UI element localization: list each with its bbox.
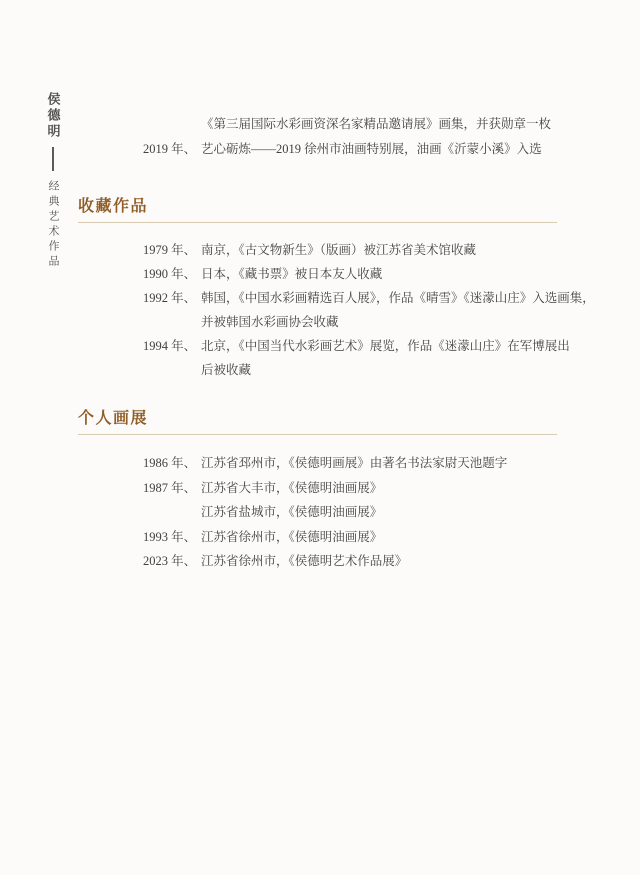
entry-row [143, 476, 640, 501]
entry-line: 韩国，《中国水彩画精选百人展》，作品《晴雪》《迷濛山庄》入选画集， [201, 291, 595, 305]
sidebar-vertical-title [44, 92, 62, 270]
entry-year: 1994 年、 [143, 339, 197, 353]
intro-entry-row [143, 137, 640, 162]
entry-text [201, 286, 640, 334]
solo-exhibitions-entry-list [143, 451, 640, 574]
entry-year: 1993 年、 [143, 529, 197, 544]
intro-entry-text: 艺心砺炼——2019 徐州市油画特别展，油画《沂蒙小溪》入选 [201, 142, 542, 156]
entry-row [143, 286, 640, 334]
entry-text [201, 334, 640, 382]
entry-text [201, 525, 640, 550]
section-solo-title: 个人画展 [78, 410, 149, 427]
entry-continuation-line: 后被收藏 [201, 363, 252, 377]
entry-text [201, 238, 640, 262]
section-solo-rule [78, 434, 557, 435]
entry-line: 日本，《藏书票》被日本友人收藏 [201, 267, 383, 281]
entry-row [143, 549, 640, 574]
entry-text [201, 262, 640, 286]
entry-row [143, 500, 640, 525]
entry-text [201, 500, 640, 525]
entry-line: 北京，《中国当代水彩画艺术》展览，作品《迷濛山庄》在军博展出 [201, 339, 570, 353]
collections-entry-list [143, 238, 640, 382]
section-collections-title: 收藏作品 [78, 198, 149, 215]
entry-row [143, 525, 640, 550]
entry-year: 2023 年、 [143, 554, 197, 568]
entry-row [143, 451, 640, 476]
entry-year [143, 500, 201, 525]
entry-year: 1979 年、 [143, 243, 197, 257]
entry-text [201, 549, 640, 574]
entry-year: 1986 年、 [143, 456, 197, 470]
intro-continuation-text: 《第三届国际水彩画资深名家精品邀请展》画集，并获勋章一枚 [201, 117, 552, 131]
entry-year: 1987 年、 [143, 480, 197, 495]
artist-name: 侯德明 [45, 92, 61, 140]
entry-line: 江苏省大丰市，《侯德明油画展》 [201, 480, 383, 495]
intro-empty-year-cell [143, 112, 201, 137]
entry-year: 1990 年、 [143, 267, 197, 281]
entry-line: 江苏省徐州市，《侯德明油画展》 [201, 529, 383, 544]
entry-line: 江苏省盐城市，《侯德明油画展》 [201, 505, 383, 519]
entry-row [143, 262, 640, 286]
section-solo-exhibitions [78, 408, 557, 435]
entry-text [201, 451, 640, 476]
entry-row [143, 334, 640, 382]
series-title: 经典艺术作品 [47, 180, 59, 270]
entry-text [201, 476, 640, 501]
intro-block [143, 112, 640, 162]
section-collections [78, 196, 557, 223]
entry-continuation-line: 并被韩国水彩画协会收藏 [201, 315, 339, 329]
separator-line [52, 147, 54, 171]
intro-continuation-row [143, 112, 640, 137]
entry-line: 江苏省邳州市，《侯德明画展》由著名书法家尉天池题字 [201, 456, 508, 470]
entry-row [143, 238, 640, 262]
entry-line: 江苏省徐州市，《侯德明艺术作品展》 [201, 554, 408, 568]
section-collections-rule [78, 222, 557, 223]
intro-entry-year: 2019 年、 [143, 142, 197, 156]
entry-year: 1992 年、 [143, 291, 197, 305]
entry-line: 南京，《古文物新生》（版画）被江苏省美术馆收藏 [201, 243, 477, 257]
